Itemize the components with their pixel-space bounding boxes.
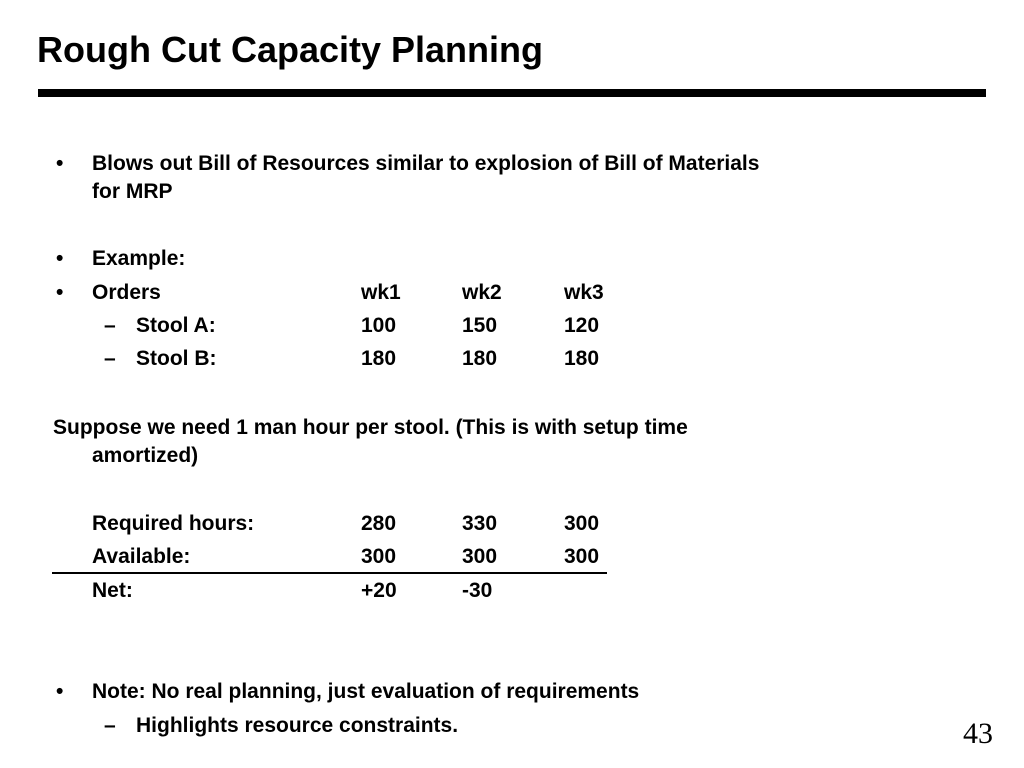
orders-cell: 180	[361, 347, 397, 370]
paragraph-text-cont: amortized)	[92, 444, 199, 467]
orders-cell: 100	[361, 314, 397, 337]
title-divider	[38, 89, 986, 97]
bullet-text-bill-of-resources: Blows out Bill of Resources similar to explosion of Bill of Materials	[92, 152, 760, 175]
bullet-icon: •	[56, 247, 64, 270]
capacity-row-label: Net:	[92, 579, 133, 602]
orders-column-header: wk2	[462, 281, 502, 304]
capacity-row-label: Required hours:	[92, 512, 255, 535]
bullet-icon: •	[56, 281, 64, 304]
paragraph-text: Suppose we need 1 man hour per stool. (This is with setup time	[53, 416, 688, 439]
orders-label: Orders	[92, 281, 161, 304]
capacity-cell: 330	[462, 512, 498, 535]
capacity-cell: 300	[361, 545, 397, 568]
bullet-icon: •	[56, 152, 64, 175]
capacity-cell: 300	[564, 512, 600, 535]
capacity-cell: +20	[361, 579, 397, 602]
dash-icon: –	[104, 347, 116, 370]
slide-number: 43	[963, 717, 993, 750]
orders-row-label: Stool B:	[136, 347, 217, 370]
subtotal-underline	[52, 572, 607, 574]
sub-bullet-text-constraints: Highlights resource constraints.	[136, 714, 459, 737]
capacity-row-label: Available:	[92, 545, 191, 568]
bullet-icon: •	[56, 680, 64, 703]
capacity-cell: 300	[462, 545, 498, 568]
bullet-text-example: Example:	[92, 247, 186, 270]
slide-title: Rough Cut Capacity Planning	[37, 29, 544, 70]
orders-cell: 180	[462, 347, 498, 370]
bullet-text-note: Note: No real planning, just evaluation of requirements	[92, 680, 640, 703]
orders-cell: 120	[564, 314, 600, 337]
capacity-cell: -30	[462, 579, 493, 602]
orders-cell: 180	[564, 347, 600, 370]
orders-column-header: wk3	[564, 281, 604, 304]
orders-row-label: Stool A:	[136, 314, 216, 337]
orders-column-header: wk1	[361, 281, 401, 304]
orders-cell: 150	[462, 314, 498, 337]
bullet-text-bill-of-resources-cont: for MRP	[92, 180, 173, 203]
dash-icon: –	[104, 314, 116, 337]
capacity-cell: 280	[361, 512, 397, 535]
dash-icon: –	[104, 714, 116, 737]
capacity-cell: 300	[564, 545, 600, 568]
